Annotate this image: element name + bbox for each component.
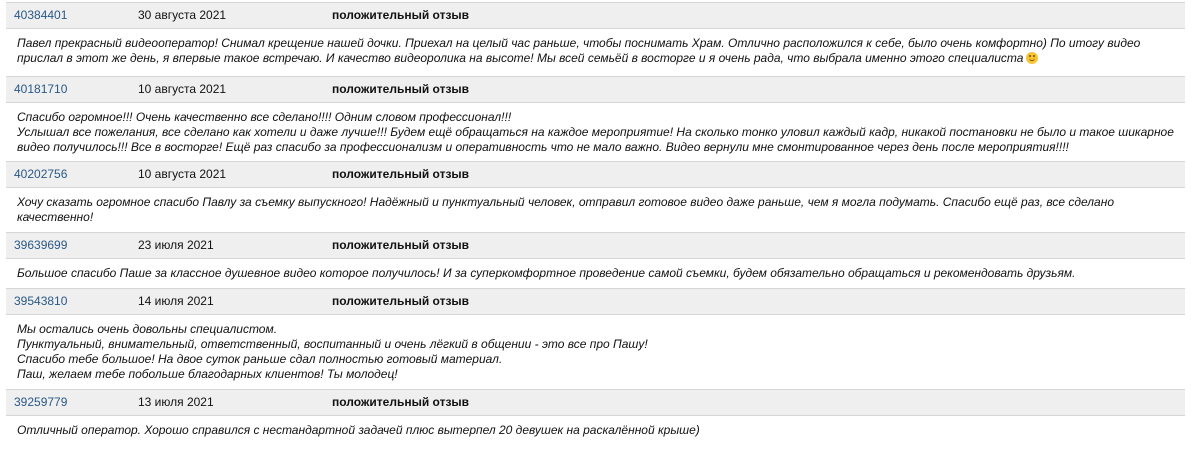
review-date: 30 августа 2021 [138, 8, 227, 22]
review-item [6, 2, 1185, 66]
review-type: положительный отзыв [332, 8, 470, 22]
review-date: 13 июля 2021 [138, 395, 214, 409]
review-type: положительный отзыв [332, 238, 470, 252]
review-id-link[interactable]: 40384401 [14, 8, 68, 22]
review-text-block [6, 29, 1185, 66]
review-date: 23 июля 2021 [138, 238, 214, 252]
review-text: Мы остались очень довольны специалистом. Пунктуальный, внимательный, ответственный, воспитанный и очень лёгкий в общении - это все про Пашу! Спасибо тебе большое! На двое суток раньше сдал полностью готовый материал. Паш, желаем тебе побольше благодарных клиентов! Ты молодец! [17, 322, 648, 381]
review-header [6, 232, 1185, 259]
review-text: Хочу сказать огромное спасибо Павлу за съемку выпускного! Надёжный и пунктуальный человек, отправил готовое видео даже раньше, чем я могла подумать. Спасибо ещё раз, все сделано качественно! [17, 195, 1114, 224]
review-header [6, 389, 1185, 416]
review-text: Спасибо огромное!!! Очень качественно все сделано!!!! Одним словом профессионал!!! Услышал все пожелания, все сделано как хотели и даже лучше!!! Будем ещё обращаться на каждое мероприятие! На сколько тонко уловил каждый кадр, никакой постановки не было и такое шикарное видео получилось!!! Все в восторге! Ещё раз спасибо за профессионализм и оперативность что не мало важно. Видео вернули мне смонтированное через день после мероприятия!!!! [17, 110, 1174, 154]
review-item [6, 161, 1185, 225]
review-type: положительный отзыв [332, 167, 470, 181]
review-header [6, 161, 1185, 188]
review-type: положительный отзыв [332, 395, 470, 409]
review-date: 10 августа 2021 [138, 167, 227, 181]
review-id-link[interactable]: 40202756 [14, 167, 68, 181]
review-text: Большое спасибо Паше за классное душевное видео которое получилось! И за суперкомфортное проведение самой съемки, будем обязательно обращаться и рекомендовать друзьям. [17, 266, 1076, 280]
review-item [6, 232, 1185, 281]
review-item [6, 76, 1185, 155]
smiling-face-icon [1026, 52, 1038, 64]
review-id-link[interactable]: 39259779 [14, 395, 68, 409]
review-type: положительный отзыв [332, 294, 470, 308]
review-item [6, 389, 1185, 438]
review-header [6, 2, 1185, 29]
review-type: положительный отзыв [332, 82, 470, 96]
review-id-link[interactable]: 39543810 [14, 294, 68, 308]
review-header [6, 76, 1185, 103]
review-date: 10 августа 2021 [138, 82, 227, 96]
review-text: Павел прекрасный видеооператор! Снимал крещение нашей дочки. Приехал на целый час раньше, чтобы поснимать Храм. Отлично расположился к себе, было очень комфортно) По итогу видео прислал в этот же день, я впервые такое встречаю. И качество видеоролика на высоте! Мы всей семьёй в восторге и я очень рада, что выбрала именно этого специалиста [17, 36, 1141, 65]
review-item [6, 288, 1185, 382]
review-text: Отличный оператор. Хорошо справился с нестандартной задачей плюс вытерпел 20 девушек на раскалённой крыше) [17, 423, 700, 437]
review-header [6, 288, 1185, 315]
review-date: 14 июля 2021 [138, 294, 214, 308]
review-id-link[interactable]: 40181710 [14, 82, 68, 96]
review-id-link[interactable]: 39639699 [14, 238, 68, 252]
